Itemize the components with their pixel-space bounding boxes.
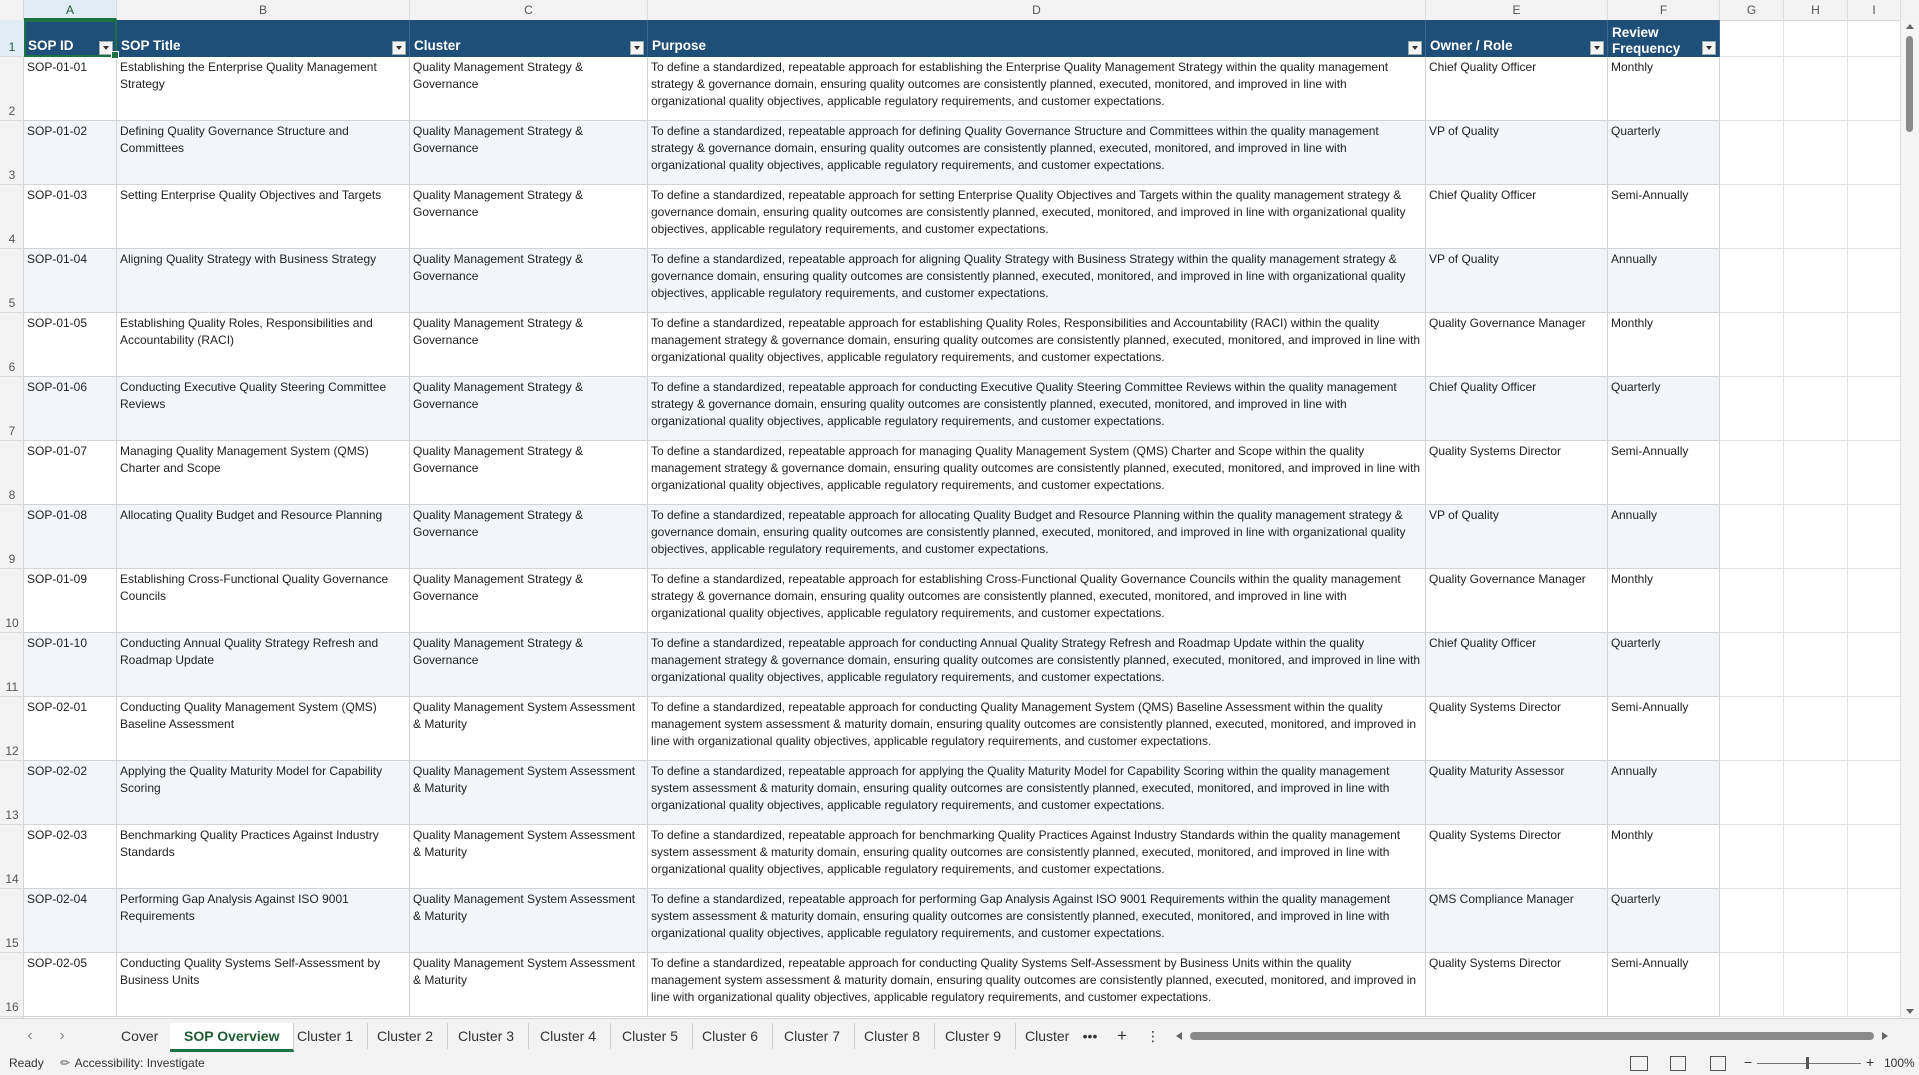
cell-title[interactable]: Benchmarking Quality Practices Against Industry Standards bbox=[117, 825, 410, 889]
empty-cell[interactable] bbox=[1784, 953, 1848, 1017]
filter-dropdown-icon[interactable] bbox=[630, 41, 644, 55]
cell-cluster[interactable]: Quality Management Strategy & Governance bbox=[410, 121, 648, 185]
empty-cell[interactable] bbox=[1848, 185, 1901, 249]
header-label: Purpose bbox=[652, 38, 707, 53]
sheet-tab-cluster-2[interactable]: Cluster 2 bbox=[363, 1023, 448, 1049]
cell-purpose[interactable]: To define a standardized, repeatable approach for performing Gap Analysis Against ISO 9001 Requirements within the quality management system assessment & maturity domain, ensuring quality outcomes are consistently planned, executed, monitored, and improved in line with organizational quality objectives, applicable regulatory requirements, and customer expectations. bbox=[648, 889, 1426, 953]
column-header-a[interactable]: A bbox=[24, 0, 117, 20]
cell-cluster[interactable]: Quality Management Strategy & Governance bbox=[410, 249, 648, 313]
sheet-menu-icon[interactable]: ⋮ bbox=[1146, 1028, 1160, 1044]
horizontal-scroll-thumb[interactable] bbox=[1190, 1032, 1874, 1040]
cell-id[interactable]: SOP-01-01 bbox=[24, 57, 117, 121]
row-header[interactable]: 10 bbox=[0, 569, 24, 633]
empty-cell[interactable] bbox=[1720, 889, 1784, 953]
filter-dropdown-icon[interactable] bbox=[1590, 41, 1604, 55]
cell-title[interactable]: Managing Quality Management System (QMS) Charter and Scope bbox=[117, 441, 410, 505]
cell-id[interactable]: SOP-01-07 bbox=[24, 441, 117, 505]
row-header[interactable]: 9 bbox=[0, 505, 24, 569]
cell-title[interactable]: Conducting Quality Systems Self-Assessment by Business Units bbox=[117, 953, 410, 1017]
row-headers[interactable] bbox=[0, 20, 24, 1018]
cell-owner[interactable]: VP of Quality bbox=[1426, 505, 1608, 569]
cell-id[interactable]: SOP-02-03 bbox=[24, 825, 117, 889]
empty-cell[interactable] bbox=[1784, 697, 1848, 761]
cell-freq[interactable]: Monthly bbox=[1608, 825, 1720, 889]
sheet-tab-cluster-9[interactable]: Cluster 9 bbox=[931, 1023, 1016, 1049]
cell-purpose[interactable]: To define a standardized, repeatable approach for conducting Annual Quality Strategy Refresh and Roadmap Update within the quality management strategy & governance domain, ensuring quality outcomes are consistently planned, executed, monitored, and improved in line with organizational quality objectives, applicable regulatory requirements, and customer expectations. bbox=[648, 633, 1426, 697]
empty-cell[interactable] bbox=[1720, 121, 1784, 185]
column-header-g[interactable]: G bbox=[1720, 0, 1784, 20]
cell-freq[interactable]: Monthly bbox=[1608, 57, 1720, 121]
cell-owner[interactable]: VP of Quality bbox=[1426, 249, 1608, 313]
cell-freq[interactable]: Quarterly bbox=[1608, 121, 1720, 185]
cell-cluster[interactable]: Quality Management Strategy & Governance bbox=[410, 57, 648, 121]
cell-title[interactable]: Conducting Quality Management System (QMS) Baseline Assessment bbox=[117, 697, 410, 761]
row-header[interactable]: 8 bbox=[0, 441, 24, 505]
empty-cell[interactable] bbox=[1848, 633, 1901, 697]
vertical-scroll-thumb[interactable] bbox=[1906, 36, 1913, 132]
filter-dropdown-icon[interactable] bbox=[1408, 41, 1422, 55]
scroll-right-icon[interactable] bbox=[1882, 1032, 1888, 1040]
empty-cell[interactable] bbox=[1848, 20, 1901, 57]
header-cell-freq[interactable] bbox=[1608, 20, 1720, 57]
cell-purpose[interactable]: To define a standardized, repeatable approach for aligning Quality Strategy with Business Strategy within the quality management strategy & governance domain, ensuring quality outcomes are consistently planned, executed, monitored, and improved in line with organizational quality objectives, applicable regulatory requirements, and customer expectations. bbox=[648, 249, 1426, 313]
empty-cell[interactable] bbox=[1848, 441, 1901, 505]
cell-cluster[interactable]: Quality Management Strategy & Governance bbox=[410, 505, 648, 569]
filter-dropdown-icon[interactable] bbox=[1702, 41, 1716, 55]
cell-cluster[interactable]: Quality Management System Assessment & Maturity bbox=[410, 761, 648, 825]
zoom-slider-handle[interactable] bbox=[1806, 1057, 1809, 1069]
cell-title[interactable]: Setting Enterprise Quality Objectives and Targets bbox=[117, 185, 410, 249]
sheet-tab-cluster-7[interactable]: Cluster 7 bbox=[770, 1023, 855, 1049]
empty-cell[interactable] bbox=[1784, 825, 1848, 889]
row-header[interactable]: 1 bbox=[0, 20, 24, 57]
column-header-c[interactable]: C bbox=[410, 0, 648, 20]
column-header-d[interactable]: D bbox=[648, 0, 1426, 20]
cell-purpose[interactable]: To define a standardized, repeatable approach for benchmarking Quality Practices Against Industry Standards within the quality management system assessment & maturity domain, ensuring quality outcomes are consistently planned, executed, monitored, and improved in line with organizational quality objectives, applicable regulatory requirements, and customer expectations. bbox=[648, 825, 1426, 889]
cell-purpose[interactable]: To define a standardized, repeatable approach for applying the Quality Maturity Model for Capability Scoring within the quality management system assessment & maturity domain, ensuring quality outcomes are consistently planned, executed, monitored, and improved in line with organizational quality objectives, applicable regulatory requirements, and customer expectations. bbox=[648, 761, 1426, 825]
cell-title[interactable]: Conducting Annual Quality Strategy Refresh and Roadmap Update bbox=[117, 633, 410, 697]
cell-freq[interactable]: Semi-Annually bbox=[1608, 441, 1720, 505]
cell-cluster[interactable]: Quality Management Strategy & Governance bbox=[410, 185, 648, 249]
cell-purpose[interactable]: To define a standardized, repeatable approach for establishing Quality Roles, Responsibilities and Accountability (RACI) within the quality management strategy & governance domain, ensuring quality outcomes are consistently planned, executed, monitored, and improved in line with organizational quality objectives, applicable regulatory requirements, and customer expectations. bbox=[648, 313, 1426, 377]
cell-owner[interactable]: Chief Quality Officer bbox=[1426, 633, 1608, 697]
cell-title[interactable]: Defining Quality Governance Structure and Committees bbox=[117, 121, 410, 185]
cell-owner[interactable]: Quality Maturity Assessor bbox=[1426, 761, 1608, 825]
sheet-tab-cluster-8[interactable]: Cluster 8 bbox=[850, 1023, 935, 1049]
row-header[interactable]: 15 bbox=[0, 889, 24, 953]
cell-purpose[interactable]: To define a standardized, repeatable approach for defining Quality Governance Structure and Committees within the quality management strategy & governance domain, ensuring quality outcomes are consistently planned, executed, monitored, and improved in line with organizational quality objectives, applicable regulatory requirements, and customer expectations. bbox=[648, 121, 1426, 185]
cell-owner[interactable]: VP of Quality bbox=[1426, 121, 1608, 185]
cell-owner[interactable]: Quality Systems Director bbox=[1426, 441, 1608, 505]
horizontal-scrollbar[interactable] bbox=[1176, 1029, 1888, 1043]
cell-id[interactable]: SOP-01-04 bbox=[24, 249, 117, 313]
cell-freq[interactable]: Semi-Annually bbox=[1608, 953, 1720, 1017]
empty-cell[interactable] bbox=[1784, 20, 1848, 57]
zoom-in-button[interactable]: + bbox=[1866, 1054, 1875, 1070]
cell-id[interactable]: SOP-01-09 bbox=[24, 569, 117, 633]
cell-title[interactable]: Allocating Quality Budget and Resource Planning bbox=[117, 505, 410, 569]
empty-cell[interactable] bbox=[1784, 441, 1848, 505]
prev-sheet-icon[interactable]: ‹ bbox=[27, 1027, 33, 1044]
header-cell-id[interactable] bbox=[24, 20, 117, 57]
cell-purpose[interactable]: To define a standardized, repeatable approach for conducting Quality Systems Self-Assessment by Business Units within the quality management system assessment & maturity domain, ensuring quality outcomes are consistently planned, executed, monitored, and improved in line with organizational quality objectives, applicable regulatory requirements, and customer expectations. bbox=[648, 953, 1426, 1017]
empty-cell[interactable] bbox=[1720, 249, 1784, 313]
cell-cluster[interactable]: Quality Management System Assessment & Maturity bbox=[410, 889, 648, 953]
cell-purpose[interactable]: To define a standardized, repeatable approach for conducting Executive Quality Steering Committee Reviews within the quality management strategy & governance domain, ensuring quality outcomes are consistently planned, executed, monitored, and improved in line with organizational quality objectives, applicable regulatory requirements, and customer expectations. bbox=[648, 377, 1426, 441]
cell-purpose[interactable]: To define a standardized, repeatable approach for managing Quality Management System (QMS) Charter and Scope within the quality management strategy & governance domain, ensuring quality outcomes are consistently planned, executed, monitored, and improved in line with organizational quality objectives, applicable regulatory requirements, and customer expectations. bbox=[648, 441, 1426, 505]
empty-cell[interactable] bbox=[1720, 697, 1784, 761]
header-label: Review Frequency bbox=[1612, 25, 1681, 56]
header-label: Owner / Role bbox=[1430, 38, 1513, 53]
sheet-tabs-bar bbox=[0, 1018, 1919, 1053]
cell-owner[interactable]: Quality Systems Director bbox=[1426, 953, 1608, 1017]
empty-cell[interactable] bbox=[1784, 633, 1848, 697]
sheet-tab-cover[interactable]: Cover bbox=[107, 1023, 173, 1049]
empty-cell[interactable] bbox=[1720, 20, 1784, 57]
page-layout-view-icon[interactable] bbox=[1670, 1056, 1686, 1071]
empty-cell[interactable] bbox=[1784, 889, 1848, 953]
cell-freq[interactable]: Quarterly bbox=[1608, 633, 1720, 697]
cell-cluster[interactable]: Quality Management System Assessment & Maturity bbox=[410, 697, 648, 761]
cell-owner[interactable]: Quality Governance Manager bbox=[1426, 569, 1608, 633]
cell-id[interactable]: SOP-01-08 bbox=[24, 505, 117, 569]
empty-cell[interactable] bbox=[1848, 761, 1901, 825]
empty-cell[interactable] bbox=[1720, 57, 1784, 121]
empty-cell[interactable] bbox=[1720, 633, 1784, 697]
row-header[interactable]: 3 bbox=[0, 121, 24, 185]
row-header[interactable]: 6 bbox=[0, 313, 24, 377]
status-bar bbox=[0, 1052, 1919, 1075]
cell-owner[interactable]: Quality Systems Director bbox=[1426, 697, 1608, 761]
cell-cluster[interactable]: Quality Management Strategy & Governance bbox=[410, 633, 648, 697]
cell-id[interactable]: SOP-01-03 bbox=[24, 185, 117, 249]
accessibility-icon: ✏ bbox=[60, 1056, 71, 1070]
header-label: SOP Title bbox=[121, 38, 181, 53]
cell-purpose[interactable]: To define a standardized, repeatable approach for establishing the Enterprise Quality Management Strategy within the quality management strategy & governance domain, ensuring quality outcomes are consistently planned, executed, monitored, and improved in line with organizational quality objectives, applicable regulatory requirements, and customer expectations. bbox=[648, 57, 1426, 121]
row-header[interactable]: 4 bbox=[0, 185, 24, 249]
empty-cell[interactable] bbox=[1720, 761, 1784, 825]
cell-title[interactable]: Establishing Quality Roles, Responsibilities and Accountability (RACI) bbox=[117, 313, 410, 377]
column-headers[interactable] bbox=[0, 0, 1919, 21]
cell-purpose[interactable]: To define a standardized, repeatable approach for setting Enterprise Quality Objectives and Targets within the quality management strategy & governance domain, ensuring quality outcomes are consistently planned, executed, monitored, and improved in line with organizational quality objectives, applicable regulatory requirements, and customer expectations. bbox=[648, 185, 1426, 249]
cell-title[interactable]: Applying the Quality Maturity Model for Capability Scoring bbox=[117, 761, 410, 825]
cell-owner[interactable]: Chief Quality Officer bbox=[1426, 185, 1608, 249]
vertical-scrollbar[interactable] bbox=[1900, 20, 1919, 1018]
sheet-tab-cluster-5[interactable]: Cluster 5 bbox=[608, 1023, 693, 1049]
row-header[interactable]: 13 bbox=[0, 761, 24, 825]
cell-id[interactable]: SOP-01-02 bbox=[24, 121, 117, 185]
cell-freq[interactable]: Annually bbox=[1608, 249, 1720, 313]
empty-cell[interactable] bbox=[1848, 505, 1901, 569]
zoom-level[interactable]: 100% bbox=[1884, 1056, 1915, 1070]
empty-cell[interactable] bbox=[1720, 953, 1784, 1017]
cell-purpose[interactable]: To define a standardized, repeatable approach for conducting Quality Management System (QMS) Baseline Assessment within the quality management system assessment & maturity domain, ensuring quality outcomes are consistently planned, executed, monitored, and improved in line with organizational quality objectives, applicable regulatory requirements, and customer expectations. bbox=[648, 697, 1426, 761]
empty-cell[interactable] bbox=[1848, 825, 1901, 889]
cell-freq[interactable]: Semi-Annually bbox=[1608, 185, 1720, 249]
column-header-e[interactable]: E bbox=[1426, 0, 1608, 20]
column-header-f[interactable]: F bbox=[1608, 0, 1720, 20]
cell-owner[interactable]: Quality Systems Director bbox=[1426, 825, 1608, 889]
status-ready: Ready bbox=[9, 1056, 44, 1070]
sheet-tab-sop-overview[interactable]: SOP Overview bbox=[170, 1023, 294, 1052]
cell-title[interactable]: Conducting Executive Quality Steering Committee Reviews bbox=[117, 377, 410, 441]
header-cell-title[interactable] bbox=[117, 20, 410, 57]
cell-owner[interactable]: QMS Compliance Manager bbox=[1426, 889, 1608, 953]
empty-cell[interactable] bbox=[1848, 313, 1901, 377]
cell-freq[interactable]: Monthly bbox=[1608, 313, 1720, 377]
filter-dropdown-icon[interactable] bbox=[392, 41, 406, 55]
cell-purpose[interactable]: To define a standardized, repeatable approach for allocating Quality Budget and Resource Planning within the quality management strategy & governance domain, ensuring quality outcomes are consistently planned, executed, monitored, and improved in line with organizational quality objectives, applicable regulatory requirements, and customer expectations. bbox=[648, 505, 1426, 569]
cell-owner[interactable]: Chief Quality Officer bbox=[1426, 57, 1608, 121]
header-cell-cluster[interactable] bbox=[410, 20, 648, 57]
zoom-out-button[interactable]: − bbox=[1744, 1054, 1753, 1070]
accessibility-status[interactable]: ✏ Accessibility: Investigate bbox=[60, 1056, 205, 1070]
sheet-tab-cluster-3[interactable]: Cluster 3 bbox=[444, 1023, 529, 1049]
row-header[interactable]: 5 bbox=[0, 249, 24, 313]
empty-cell[interactable] bbox=[1784, 505, 1848, 569]
empty-cell[interactable] bbox=[1720, 377, 1784, 441]
empty-cell[interactable] bbox=[1848, 377, 1901, 441]
cell-id[interactable]: SOP-01-10 bbox=[24, 633, 117, 697]
column-header-h[interactable]: H bbox=[1784, 0, 1848, 20]
empty-cell[interactable] bbox=[1784, 377, 1848, 441]
row-header[interactable]: 2 bbox=[0, 57, 24, 121]
empty-cell[interactable] bbox=[1784, 569, 1848, 633]
empty-cell[interactable] bbox=[1720, 505, 1784, 569]
empty-cell[interactable] bbox=[1848, 57, 1901, 121]
empty-cell[interactable] bbox=[1848, 953, 1901, 1017]
select-all-corner[interactable] bbox=[0, 0, 24, 20]
cell-id[interactable]: SOP-02-04 bbox=[24, 889, 117, 953]
filter-dropdown-icon[interactable] bbox=[99, 41, 113, 55]
header-cell-purpose[interactable] bbox=[648, 20, 1426, 57]
scroll-up-icon[interactable] bbox=[1906, 24, 1914, 29]
scroll-left-icon[interactable] bbox=[1176, 1032, 1182, 1040]
empty-cell[interactable] bbox=[1784, 761, 1848, 825]
cell-freq[interactable]: Monthly bbox=[1608, 569, 1720, 633]
empty-cell[interactable] bbox=[1784, 57, 1848, 121]
cell-title[interactable]: Establishing Cross-Functional Quality Governance Councils bbox=[117, 569, 410, 633]
row-header[interactable]: 7 bbox=[0, 377, 24, 441]
more-tabs-icon[interactable]: ••• bbox=[1082, 1028, 1098, 1044]
sheet-tab-cluster-1[interactable]: Cluster 1 bbox=[283, 1023, 368, 1049]
empty-cell[interactable] bbox=[1720, 569, 1784, 633]
cell-cluster[interactable]: Quality Management Strategy & Governance bbox=[410, 569, 648, 633]
empty-cell[interactable] bbox=[1720, 825, 1784, 889]
column-header-b[interactable]: B bbox=[117, 0, 410, 20]
cell-freq[interactable]: Annually bbox=[1608, 505, 1720, 569]
cell-freq[interactable]: Annually bbox=[1608, 761, 1720, 825]
cell-id[interactable]: SOP-02-01 bbox=[24, 697, 117, 761]
cell-title[interactable]: Performing Gap Analysis Against ISO 9001 Requirements bbox=[117, 889, 410, 953]
cell-freq[interactable]: Quarterly bbox=[1608, 889, 1720, 953]
sheet-tab-cluster-4[interactable]: Cluster 4 bbox=[526, 1023, 611, 1049]
zoom-slider[interactable] bbox=[1757, 1063, 1861, 1064]
cell-title[interactable]: Aligning Quality Strategy with Business Strategy bbox=[117, 249, 410, 313]
next-sheet-icon[interactable]: › bbox=[59, 1027, 65, 1044]
cell-freq[interactable]: Semi-Annually bbox=[1608, 697, 1720, 761]
empty-cell[interactable] bbox=[1848, 889, 1901, 953]
column-header-i[interactable]: I bbox=[1848, 0, 1901, 20]
cell-id[interactable]: SOP-01-05 bbox=[24, 313, 117, 377]
header-label: Cluster bbox=[414, 38, 461, 53]
cell-cluster[interactable]: Quality Management Strategy & Governance bbox=[410, 377, 648, 441]
sheet-tab-cluster[interactable]: Cluster bbox=[1025, 1028, 1070, 1044]
empty-cell[interactable] bbox=[1848, 249, 1901, 313]
empty-cell[interactable] bbox=[1848, 697, 1901, 761]
scroll-down-icon[interactable] bbox=[1906, 1009, 1914, 1014]
row-header[interactable]: 14 bbox=[0, 825, 24, 889]
empty-cell[interactable] bbox=[1784, 249, 1848, 313]
empty-cell[interactable] bbox=[1848, 569, 1901, 633]
cell-cluster[interactable]: Quality Management System Assessment & Maturity bbox=[410, 953, 648, 1017]
normal-view-icon[interactable] bbox=[1630, 1056, 1648, 1071]
page-break-view-icon[interactable] bbox=[1710, 1056, 1726, 1071]
row-header[interactable]: 11 bbox=[0, 633, 24, 697]
header-cell-owner[interactable] bbox=[1426, 20, 1608, 57]
cell-cluster[interactable]: Quality Management System Assessment & Maturity bbox=[410, 825, 648, 889]
cell-cluster[interactable]: Quality Management Strategy & Governance bbox=[410, 441, 648, 505]
add-sheet-button[interactable]: + bbox=[1117, 1026, 1127, 1045]
sheet-tab-cluster-6[interactable]: Cluster 6 bbox=[688, 1023, 773, 1049]
cell-owner[interactable]: Chief Quality Officer bbox=[1426, 377, 1608, 441]
empty-cell[interactable] bbox=[1848, 121, 1901, 185]
empty-cell[interactable] bbox=[1720, 441, 1784, 505]
cell-purpose[interactable]: To define a standardized, repeatable approach for establishing Cross-Functional Quality Governance Councils within the quality management strategy & governance domain, ensuring quality outcomes are consistently planned, executed, monitored, and improved in line with organizational quality objectives, applicable regulatory requirements, and customer expectations. bbox=[648, 569, 1426, 633]
cell-id[interactable]: SOP-02-02 bbox=[24, 761, 117, 825]
header-label: SOP ID bbox=[28, 38, 74, 53]
empty-cell[interactable] bbox=[1784, 121, 1848, 185]
row-header[interactable]: 16 bbox=[0, 953, 24, 1017]
empty-cell[interactable] bbox=[1720, 313, 1784, 377]
cell-title[interactable]: Establishing the Enterprise Quality Management Strategy bbox=[117, 57, 410, 121]
cell-id[interactable]: SOP-02-05 bbox=[24, 953, 117, 1017]
cell-cluster[interactable]: Quality Management Strategy & Governance bbox=[410, 313, 648, 377]
empty-cell[interactable] bbox=[1784, 313, 1848, 377]
empty-cell[interactable] bbox=[1720, 185, 1784, 249]
cell-owner[interactable]: Quality Governance Manager bbox=[1426, 313, 1608, 377]
row-header[interactable]: 12 bbox=[0, 697, 24, 761]
cell-freq[interactable]: Quarterly bbox=[1608, 377, 1720, 441]
cell-id[interactable]: SOP-01-06 bbox=[24, 377, 117, 441]
empty-cell[interactable] bbox=[1784, 185, 1848, 249]
